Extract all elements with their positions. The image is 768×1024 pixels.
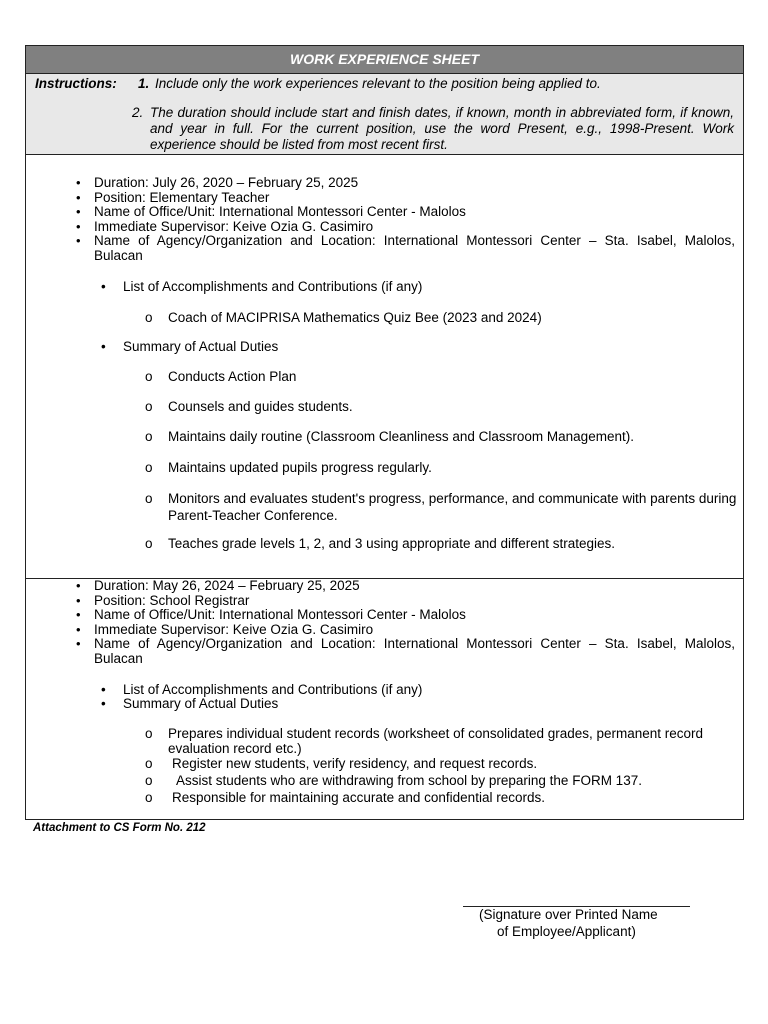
entry-2-agency: • Name of Agency/Organization and Location: International Montessori Center – Sta. Isabel, Malolos, Bulacan — [94, 637, 735, 666]
entry-1-details — [94, 176, 735, 263]
instruction-1: Include only the work experiences relevant to the position being applied to. — [155, 76, 601, 91]
entry-1-office: • Name of Office/Unit: International Montessori Center - Malolos — [94, 205, 735, 220]
entry-2-office: • Name of Office/Unit: International Montessori Center - Malolos — [94, 608, 735, 623]
entry-2-duration: • Duration: May 26, 2024 – February 25, 2025 — [94, 579, 735, 594]
instruction-1-number: 1. — [138, 76, 150, 91]
entry-2-position: • Position: School Registrar — [94, 594, 735, 609]
instructions-label: Instructions: — [35, 76, 117, 91]
entry-2-details — [94, 579, 735, 666]
entry-1-duty: o Teaches grade levels 1, 2, and 3 using appropriate and different strategies. — [168, 536, 738, 553]
entry-2-duty: o Responsible for maintaining accurate and confidential records. — [168, 790, 742, 807]
entry-1-agency: • Name of Agency/Organization and Location: International Montessori Center – Sta. Isabel, Malolos, Bulacan — [94, 234, 735, 263]
signature-caption-line1: (Signature over Printed Name — [479, 907, 658, 922]
entry-1-duties-label: • Summary of Actual Duties — [123, 339, 278, 354]
sheet-title: WORK EXPERIENCE SHEET — [26, 46, 743, 74]
entry-1-accomplishment: o Coach of MACIPRISA Mathematics Quiz Bee (2023 and 2024) — [168, 310, 738, 327]
signature-caption-line2: of Employee/Applicant) — [497, 924, 636, 939]
entry-1-duty: o Counsels and guides students. — [168, 399, 738, 416]
instructions-section — [26, 74, 743, 155]
entry-1-accomplishments-label: • List of Accomplishments and Contributions (if any) — [123, 279, 422, 294]
entry-2-duties-label: • Summary of Actual Duties — [123, 696, 278, 711]
entry-2-duty: o Prepares individual student records (worksheet of consolidated grades, permanent record evaluation record etc.) — [168, 726, 738, 756]
entry-1-duty: o Conducts Action Plan — [168, 369, 738, 386]
instruction-2-number: 2. — [132, 105, 144, 120]
work-experience-sheet — [25, 45, 744, 820]
entry-1-duty: o Maintains daily routine (Classroom Cleanliness and Classroom Management). — [168, 429, 738, 446]
entry-1-duty: o Maintains updated pupils progress regularly. — [168, 460, 738, 477]
entry-1-position: • Position: Elementary Teacher — [94, 191, 735, 206]
entry-2-supervisor: • Immediate Supervisor: Keive Ozia G. Casimiro — [94, 623, 735, 638]
entry-1-duration: • Duration: July 26, 2020 – February 25, 2025 — [94, 176, 735, 191]
entry-2-duty: o Assist students who are withdrawing from school by preparing the FORM 137. — [168, 773, 746, 790]
work-entry-1 — [26, 155, 743, 579]
work-entry-2 — [26, 579, 743, 819]
attachment-note: Attachment to CS Form No. 212 — [33, 822, 206, 834]
entry-1-supervisor: • Immediate Supervisor: Keive Ozia G. Casimiro — [94, 220, 735, 235]
signature-caption — [470, 906, 700, 940]
instruction-2: The duration should include start and finish dates, if known, month in abbreviated form, if known, and year in full. For the current position, use the word Present, e.g., 1998-Present. Work experience should be listed from most recent first. — [150, 105, 734, 152]
entry-1-duty: o Monitors and evaluates student's progress, performance, and communicate with parents during Parent-Teacher Conference. — [168, 491, 738, 524]
entry-2-accomplishments-label: • List of Accomplishments and Contributions (if any) — [123, 682, 422, 697]
entry-2-duty: o Register new students, verify residency, and request records. — [168, 756, 742, 773]
